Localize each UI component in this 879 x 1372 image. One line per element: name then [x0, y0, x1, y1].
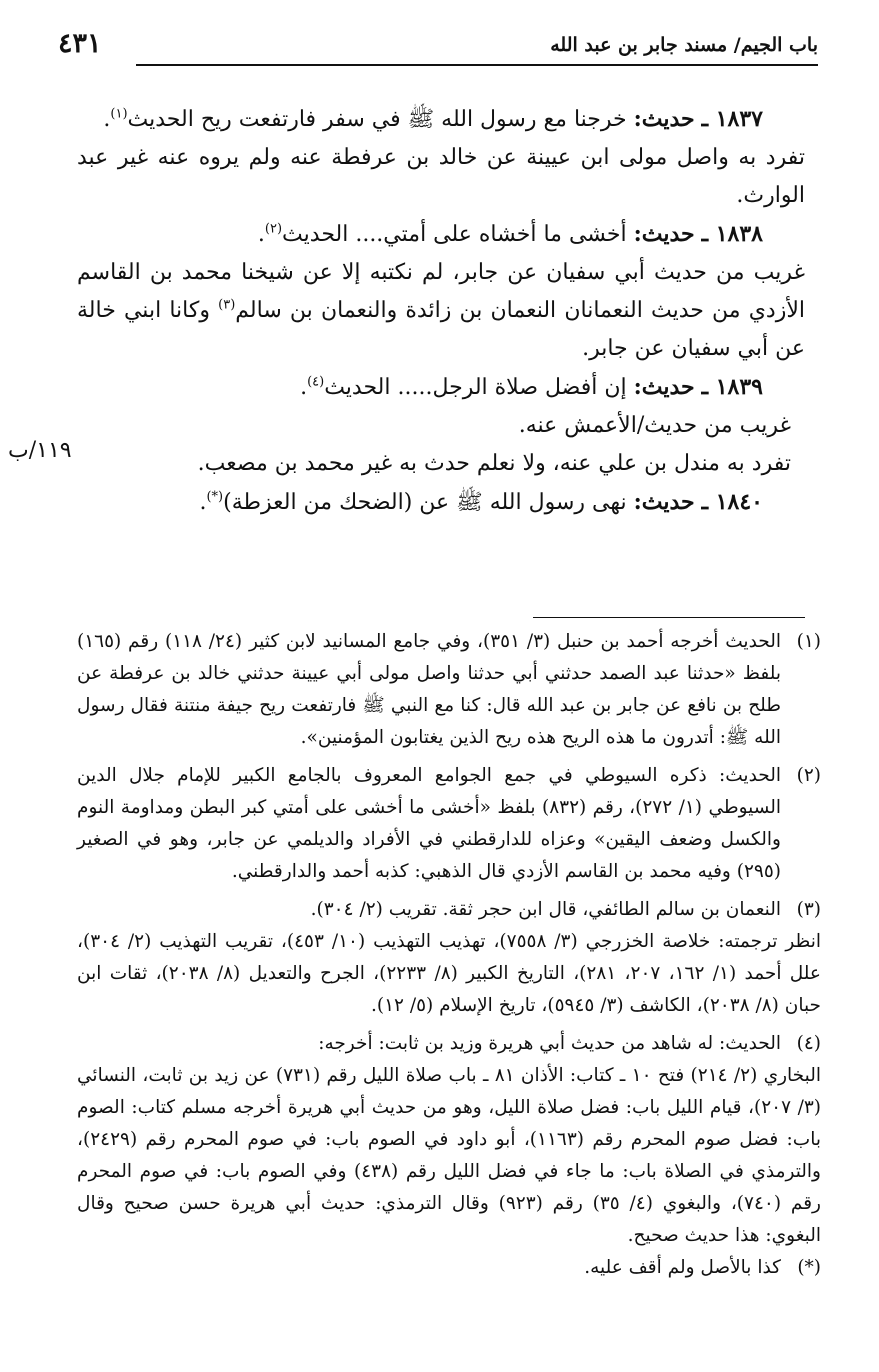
footnote-mark: (١) [796, 631, 821, 652]
hadith-text: نهى رسول الله ﷺ عن (الضحك من العزطة) [223, 490, 627, 515]
hadith-1840 [77, 483, 805, 522]
footnote-4-continuation: البخاري (٢/ ٢١٤) فتح ١٠ ـ كتاب: الأذان ٨١ ـ باب صلاة الليل رقم (٧٣١) عن زيد بن ثابت، النسائي (٣/ ٢٠٧)، قيام الليل باب: فضل صلاة الليل، وهو من حديث أبي هريرة أخرجه مسلم كتاب: الصوم باب: فضل صوم المحرم رقم (١١٦٣)، أبو داود في الصوم باب: في صوم المحرم رقم (٢٤٢٩)، والترمذي في الصلاة باب: ما جاء في فضل الليل رقم (٤٣٨) وفي الصوم باب: في صوم المحرم رقم (٧٤٠)، والبغوي (٤/ ٣٥) رقم (٩٢٣) وقال الترمذي: حديث أبي هريرة حسن صحيح وقال البغوي: هذا حديث صحيح. [77, 1065, 821, 1246]
footnotes [77, 626, 821, 1284]
footnote-ref[interactable]: (١) [110, 106, 128, 122]
paragraph: غريب من حديث/الأعمش عنه. [518, 413, 791, 438]
footnote-ref[interactable]: (٤) [307, 374, 325, 390]
hadith-label: حديث: [633, 489, 695, 515]
footnote-3 [77, 894, 821, 926]
footnote-ref[interactable]: (٣) [218, 297, 236, 313]
footnote-mark: (*) [797, 1257, 821, 1278]
footnote-1 [77, 626, 821, 754]
hadith-number: ١٨٤٠ ـ [701, 489, 763, 515]
hadith-label: حديث: [633, 221, 695, 247]
hadith-text: أخشى ما أخشاه على أمتي.... الحديث [282, 222, 627, 247]
page-header [58, 28, 818, 74]
footnote-mark: (٣) [796, 899, 821, 920]
header-rule [136, 64, 818, 66]
footnote-separator [533, 617, 805, 618]
footnote-ref[interactable]: (*) [206, 489, 224, 505]
hadith-number: ١٨٣٩ ـ [701, 374, 763, 400]
footnote-text: كذا بالأصل ولم أقف عليه. [584, 1257, 781, 1278]
footnote-text: الحديث أخرجه أحمد بن حنبل (٣/ ٣٥١)، وفي جامع المسانيد لابن كثير (٢٤/ ١١٨) رقم (١٦٥) بلفظ «حدثنا عبد الصمد حدثني أبي حدثنا واصل مولى أبي عيينة حدثني خالد بن عرفطة عن طلح بن نافع عن جابر بن عبد الله قال: كنا مع النبي ﷺ فارتفعت ريح جيفة منتنة فقال رسول الله ﷺ: أتدرون ما هذه الريح هذه ريح الذين يغتابون المؤمنين». [77, 631, 781, 748]
hadith-number: ١٨٣٧ ـ [701, 106, 763, 132]
footnote-mark: (٤) [796, 1033, 821, 1054]
hadith-1837 [77, 100, 805, 139]
footnote-4 [77, 1028, 821, 1060]
paragraph: تفرد به مندل بن علي عنه، ولا نعلم حدث به غير محمد بن مصعب. [197, 451, 791, 476]
footnote-text: النعمان بن سالم الطائفي، قال ابن حجر ثقة. تقريب (٢/ ٣٠٤). [310, 899, 781, 920]
hadith-tail: . [103, 107, 111, 132]
footnote-ref[interactable]: (٢) [264, 221, 283, 237]
hadith-tail: . [257, 222, 265, 247]
footnote-3-continuation: انظر ترجمته: خلاصة الخزرجي (٣/ ٧٥٥٨)، تهذيب التهذيب (١٠/ ٤٥٣)، تقريب التهذيب (٢/ ٣٠٤)، علل أحمد (١/ ١٦٢، ٢٠٧، ٢٨١)، التاريخ الكبير (٨/ ٢٢٣٣)، الجرح والتعديل (٨/ ٢٠٣٨)، ثقات ابن حبان (٨/ ٢٠٣٨)، الكاشف (٣/ ٥٩٤٥)، تاريخ الإسلام (٥/ ١٢). [77, 931, 821, 1016]
footnote-mark: (٢) [796, 765, 821, 786]
footnote-2 [77, 760, 821, 888]
hadith-label: حديث: [633, 374, 695, 400]
hadith-number: ١٨٣٨ ـ [701, 221, 763, 247]
hadith-label: حديث: [633, 106, 695, 132]
footnote-text: الحديث: له شاهد من حديث أبي هريرة وزيد بن ثابت: أخرجه: [318, 1033, 781, 1054]
paragraph [77, 254, 805, 368]
hadith-1839 [77, 368, 805, 407]
paragraph: تفرد به واصل مولى ابن عيينة عن خالد بن عرفطة عنه ولم يروه عنه غير عبد الوارث. [77, 145, 805, 208]
running-head: باب الجيم/ مسند جابر بن عبد الله [550, 34, 818, 56]
page-number: ٤٣١ [58, 28, 102, 59]
footnote-star [77, 1252, 821, 1284]
hadith-text: إن أفضل صلاة الرجل..... الحديث [324, 375, 627, 400]
main-text [77, 100, 805, 522]
hadith-1838 [77, 215, 805, 254]
footnote-text: الحديث: ذكره السيوطي في جمع الجوامع المعروف بالجامع الكبير للإمام جلال الدين السيوطي (١/ ٢٧٢)، رقم (٨٣٢) بلفظ «أخشى ما أخشى على أمتي كبر البطن ومداومة النوم والكسل وضعف اليقين» وعزاه للدارقطني في الأفراد والديلمي عن جابر، وهو في الصغير (٢٩٥) وفيه محمد بن القاسم الأزدي قال الذهبي: كذبه أحمد والدارقطني. [77, 765, 782, 882]
paragraph-text: غريب من حديث أبي سفيان عن جابر، لم نكتبه إلا عن شيخنا محمد بن القاسم الأزدي من حديث النعمانان النعمان بن زائدة والنعمان بن سالم [77, 260, 806, 323]
paragraph-text: وكانا ابني خالة عن أبي سفيان عن جابر. [77, 298, 805, 361]
margin-folio-note: ١١٩/ب [8, 438, 72, 463]
hadith-text: خرجنا مع رسول الله ﷺ في سفر فارتفعت ريح الحديث [127, 107, 627, 132]
hadith-tail: . [199, 490, 207, 515]
hadith-tail: . [300, 375, 308, 400]
